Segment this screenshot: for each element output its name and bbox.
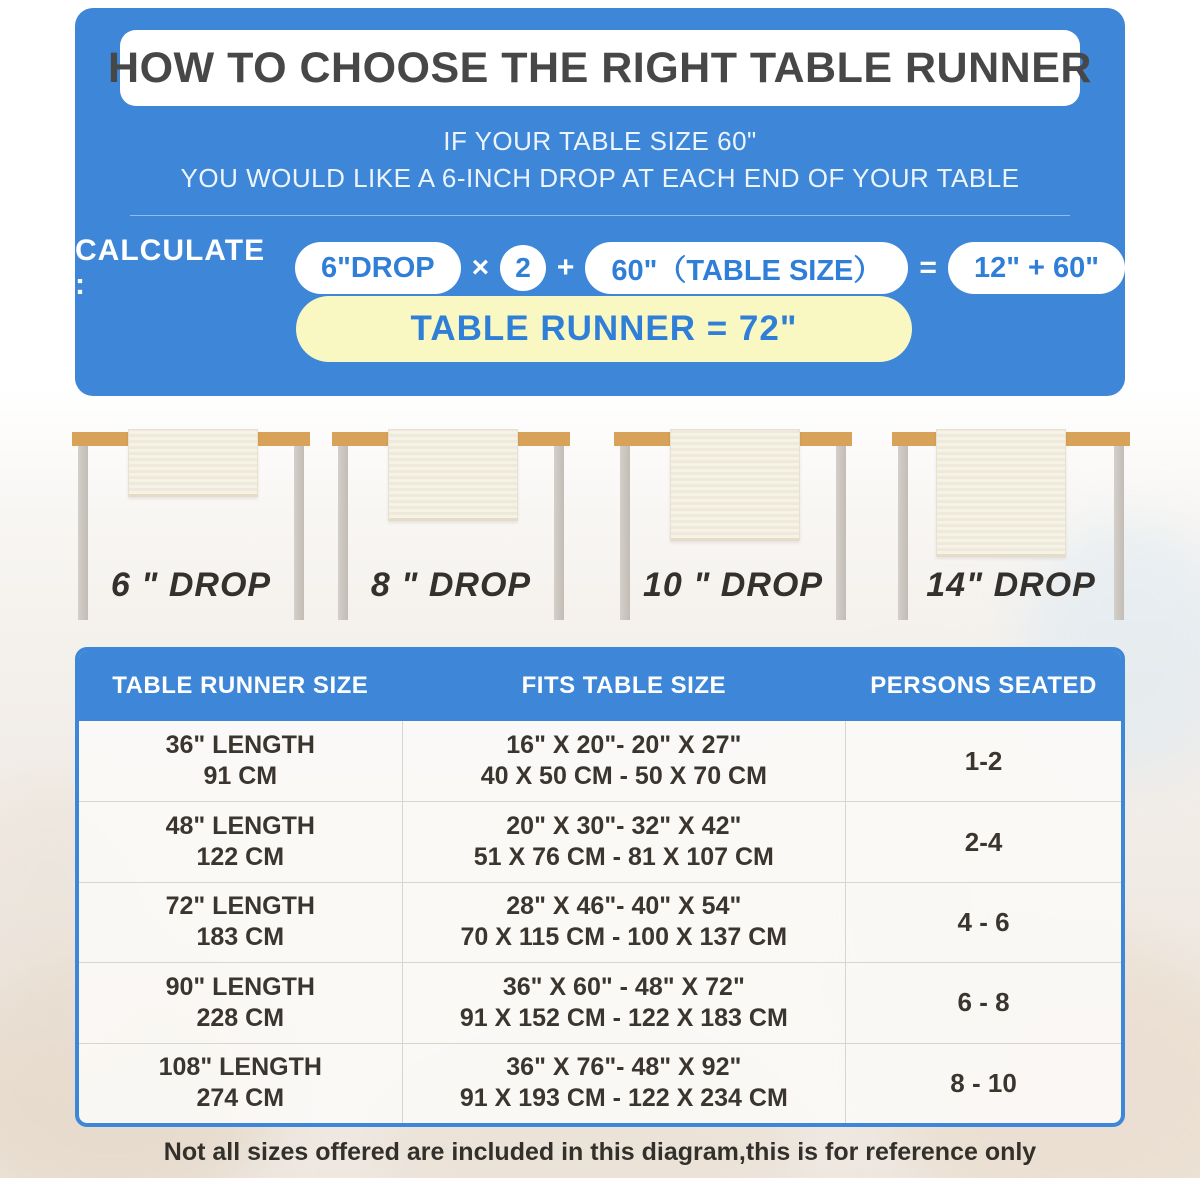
runner-length-in: 90" LENGTH xyxy=(165,972,315,1001)
table-row xyxy=(79,721,1121,801)
persons-seated-cell: 4 - 6 xyxy=(957,906,1010,937)
runner-length-in: 36" LENGTH xyxy=(165,731,315,760)
column-header-fits-table: FITS TABLE SIZE xyxy=(521,672,726,699)
calculate-label: CALCULATE : xyxy=(75,234,266,301)
column-header-runner-size: TABLE RUNNER SIZE xyxy=(112,672,369,699)
fits-table-cell xyxy=(402,883,847,962)
persons-seated-cell: 8 - 10 xyxy=(950,1067,1017,1098)
size-table-body xyxy=(79,721,1121,1123)
final-result-pill: TABLE RUNNER = 72" xyxy=(296,296,912,362)
runner-length-cm: 183 CM xyxy=(196,923,285,952)
fits-size-in: 36" X 76"- 48" X 92" xyxy=(506,1053,742,1082)
fits-size-in: 28" X 46"- 40" X 54" xyxy=(506,892,742,921)
fits-table-cell xyxy=(402,1044,847,1123)
runner-size-cell xyxy=(79,730,402,792)
divider-line xyxy=(130,215,1070,216)
table-illustration-14-drop xyxy=(892,432,1130,620)
runner-size-cell xyxy=(79,972,402,1034)
page-title: HOW TO CHOOSE THE RIGHT TABLE RUNNER xyxy=(108,43,1092,92)
size-table-panel xyxy=(75,647,1125,1127)
fits-size-cm: 40 X 50 CM - 50 X 70 CM xyxy=(480,762,767,791)
table-illustration-10-drop xyxy=(614,432,852,620)
table-row xyxy=(79,1043,1121,1123)
fits-size-cm: 91 X 193 CM - 122 X 234 CM xyxy=(459,1084,788,1113)
runner-length-in: 72" LENGTH xyxy=(165,892,315,921)
fits-size-in: 36" X 60" - 48" X 72" xyxy=(502,972,745,1001)
multiplier-pill: 2 xyxy=(500,245,546,291)
plus-operator: + xyxy=(556,251,575,284)
equals-operator: = xyxy=(919,251,937,284)
drop-label: 6 " DROP xyxy=(110,566,272,604)
runner-size-cell xyxy=(79,891,402,953)
table-illustration-6-drop xyxy=(72,432,310,620)
fits-size-in: 16" X 20"- 20" X 27" xyxy=(506,731,742,760)
runner-size-cell xyxy=(79,811,402,873)
drop-label: 8 " DROP xyxy=(370,566,532,604)
runner-length-in: 108" LENGTH xyxy=(158,1053,322,1082)
fits-size-cm: 70 X 115 CM - 100 X 137 CM xyxy=(460,923,788,952)
fits-table-cell xyxy=(402,802,847,881)
table-illustration-8-drop xyxy=(332,432,570,620)
fits-size-cm: 91 X 152 CM - 122 X 183 CM xyxy=(459,1003,788,1032)
persons-seated-cell: 2-4 xyxy=(964,826,1003,857)
title-banner xyxy=(108,30,1092,106)
runner-length-cm: 91 CM xyxy=(203,762,278,791)
fits-table-cell xyxy=(402,721,847,801)
drop-value-pill: 6"DROP xyxy=(295,242,461,294)
runner-length-cm: 122 CM xyxy=(196,843,285,872)
drop-label: 14" DROP xyxy=(926,566,1096,604)
persons-seated-cell: 1-2 xyxy=(964,745,1003,776)
column-header-persons: PERSONS SEATED xyxy=(870,672,1097,699)
table-row xyxy=(79,962,1121,1042)
fits-table-cell xyxy=(402,963,847,1042)
table-runner-cloth xyxy=(128,429,258,497)
multiply-operator: × xyxy=(471,251,490,284)
table-size-pill: 60"（TABLE SIZE） xyxy=(585,242,908,294)
size-table-header xyxy=(79,651,1121,721)
runner-size-cell xyxy=(79,1052,402,1114)
runner-length-cm: 274 CM xyxy=(196,1084,285,1113)
calculation-row xyxy=(75,234,1125,302)
top-panel xyxy=(75,8,1125,396)
table-runner-cloth xyxy=(388,429,518,521)
table-row xyxy=(79,801,1121,881)
persons-seated-cell: 6 - 8 xyxy=(957,987,1010,1018)
table-runner-cloth xyxy=(670,429,800,541)
footer-disclaimer: Not all sizes offered are included in this diagram,this is for reference only xyxy=(163,1138,1037,1166)
drop-label: 10 " DROP xyxy=(642,566,824,604)
subtitle-line1: IF YOUR TABLE SIZE 60" xyxy=(443,126,757,156)
fits-size-cm: 51 X 76 CM - 81 X 107 CM xyxy=(473,843,774,872)
runner-length-in: 48" LENGTH xyxy=(165,812,315,841)
fits-size-in: 20" X 30"- 32" X 42" xyxy=(506,812,742,841)
table-row xyxy=(79,882,1121,962)
runner-length-cm: 228 CM xyxy=(196,1003,285,1032)
subtitle-line2: YOU WOULD LIKE A 6-INCH DROP AT EACH END OF YOUR TABLE xyxy=(180,163,1020,193)
sum-pill: 12" + 60" xyxy=(948,242,1125,294)
table-runner-cloth xyxy=(936,429,1066,557)
